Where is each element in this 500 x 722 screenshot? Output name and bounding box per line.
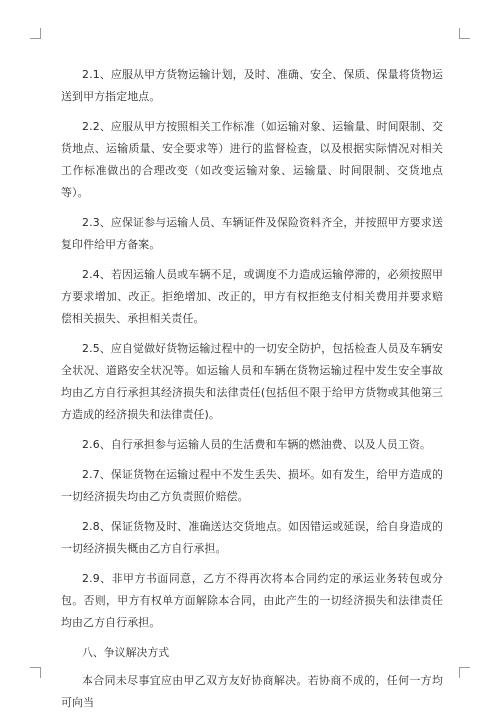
clause-2-6: 2.6、自行承担参与运输人员的生活费和车辆的燃油费、以及人员工资。 xyxy=(82,438,431,451)
crop-mark-bottom-right xyxy=(459,667,470,678)
clause-2-1: 2.1、应服从甲方货物运输计划，及时、准确、安全、保质、保量将货物运送到甲方指定地点。 xyxy=(61,68,443,103)
clause-2-5: 2.5、应自觉做好货物运输过程中的一切安全防护，包括检查人员及车辆安全状况、道路安全状况等。如运输人员和车辆在货物运输过程中发生安全事故均由乙方自行承担其经济损失和法律责任(包括但不限于给甲方货物或其他第三方造成的经济损失和法律责任)。 xyxy=(61,342,443,421)
clause-2-4: 2.4、若因运输人员或车辆不足，或调度不力造成运输停滞的，必须按照甲方要求增加、改正。拒绝增加、改正的，甲方有权拒绝支付相关费用并要求赔偿相关损失、承担相关责任。 xyxy=(61,268,443,325)
final-paragraph: 本合同未尽事宜应由甲乙双方友好协商解决。若协商不成的，任何一方均可向当 xyxy=(61,674,443,709)
crop-mark-bottom-left xyxy=(30,667,41,678)
crop-mark-top-left xyxy=(30,28,41,39)
clause-2-8: 2.8、保证货物及时、准确送达交货地点。如因错运或延误，给自身造成的一切经济损失概由乙方自行承担。 xyxy=(61,520,443,555)
clause-2-3: 2.3、应保证参与运输人员、车辆证件及保险资料齐全，并按照甲方要求送复印件给甲方备案。 xyxy=(61,216,443,251)
document-body xyxy=(61,64,443,722)
crop-mark-top-right xyxy=(459,28,470,39)
clause-2-2: 2.2、应服从甲方按照相关工作标准（如运输对象、运输量、时间限制、交货地点、运输质量、安全要求等）进行的监督检查，以及根据实际情况对相关工作标准做出的合理改变（如改变运输对象、运输量、时间限制、交货地点等）。 xyxy=(61,120,443,199)
clause-2-9: 2.9、非甲方书面同意，乙方不得再次将本合同约定的承运业务转包或分包。否则，甲方有权单方面解除本合同，由此产生的一切经济损失和法律责任均由乙方自行承担。 xyxy=(61,572,443,629)
clause-2-7: 2.7、保证货物在运输过程中不发生丢失、损坏。如有发生，给甲方造成的一切经济损失均由乙方负责照价赔偿。 xyxy=(61,468,443,503)
section-heading: 八、争议解决方式 xyxy=(82,646,170,659)
